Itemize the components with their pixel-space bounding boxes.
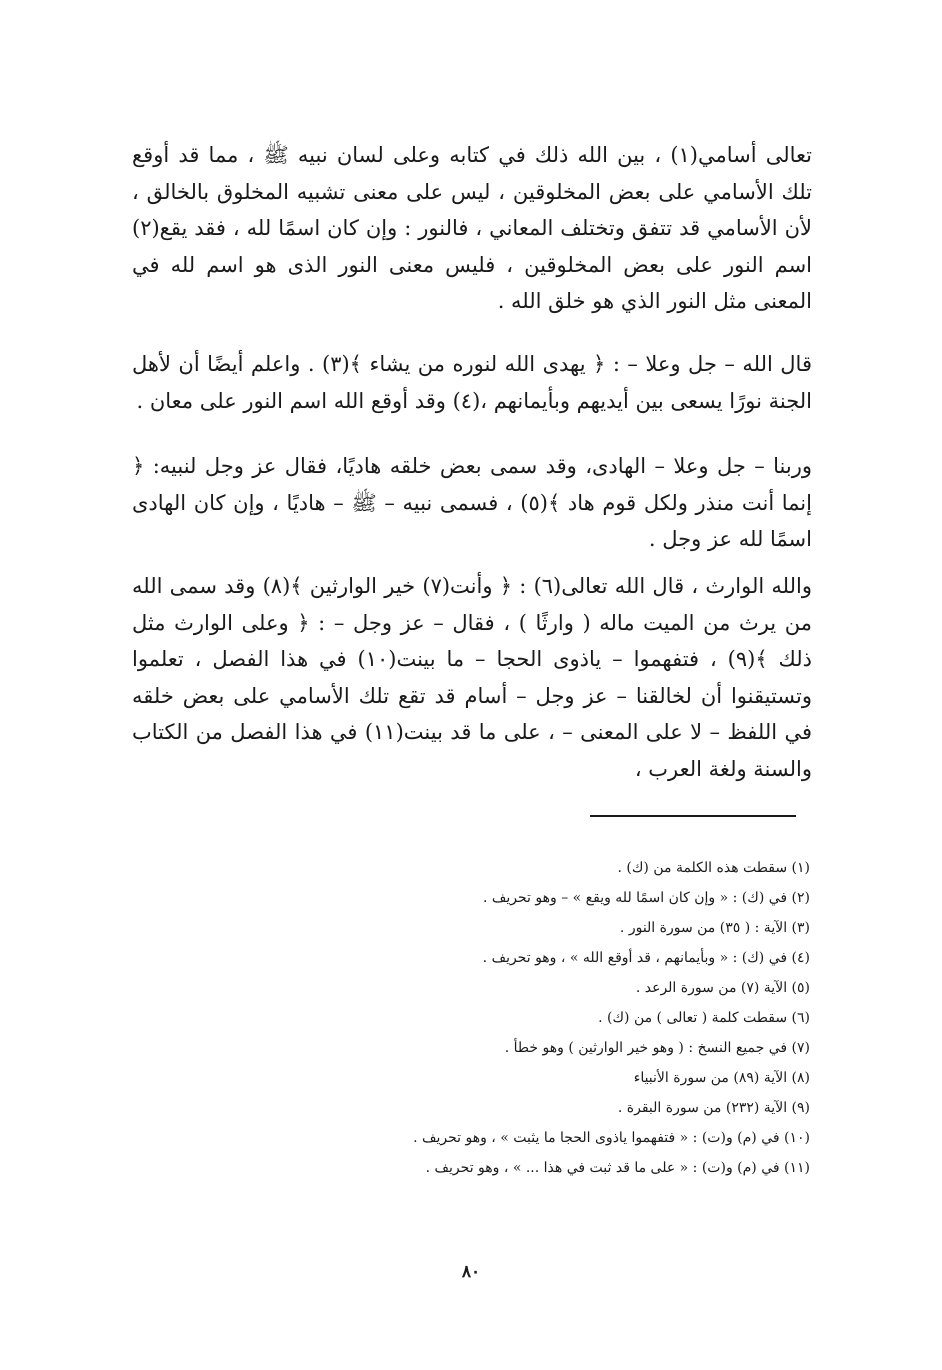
- body-paragraph-2: [132, 346, 812, 419]
- footnote-10: (١٠) في (م) و(ت) : « فتفهموا ياذوى الحجا ما يثبت » ، وهو تحريف .: [413, 1130, 810, 1146]
- paragraph-text: قال الله – جل وعلا – : ﴿ يهدى الله لنوره من يشاء ﴾(٣) . واعلم أيضًا أن لأهل الجنة نورًا يسعى بين أيديهم وبأيمانهم ،(٤) وقد أوقع الله اسم النور على معان .: [132, 352, 812, 413]
- body-paragraph-3: [132, 448, 812, 558]
- body-paragraph-4: [132, 568, 812, 787]
- paragraph-text: تعالى أسامي(١) ، بين الله ذلك في كتابه وعلى لسان نبيه ﷺ ، مما قد أوقع تلك الأسامي على بعض المخلوقين ، ليس على معنى تشبيه المخلوق بالخالق ، لأن الأسامي قد تتفق وتختلف المعاني ، فالنور : وإن كان اسمًا لله ، فقد يقع(٢) اسم النور على بعض المخلوقين ، فليس معنى النور الذى هو اسم لله في المعنى مثل النور الذي هو خلق الله .: [132, 143, 812, 313]
- page-number: ٨٠: [461, 1262, 481, 1282]
- body-paragraph-1: [132, 137, 812, 320]
- footnote-4: (٤) في (ك) : « وبأيمانهم ، قد أوقع الله » ، وهو تحريف .: [482, 950, 810, 966]
- footnote-9: (٩) الآية (٢٣٢) من سورة البقرة .: [617, 1100, 810, 1116]
- footnote-divider: [590, 815, 796, 817]
- footnote-11: (١١) في (م) و(ت) : « على ما قد ثبت في هذا ... » ، وهو تحريف .: [425, 1160, 810, 1176]
- footnotes-list: [310, 853, 810, 1183]
- footnote-6: (٦) سقطت كلمة ( تعالى ) من (ك) .: [598, 1010, 810, 1026]
- footnote-3: (٣) الآية : ( ٣٥) من سورة النور .: [619, 920, 810, 936]
- footnote-1: (١) سقطت هذه الكلمة من (ك) .: [617, 860, 810, 876]
- footnote-8: (٨) الآية (٨٩) من سورة الأنبياء: [633, 1070, 810, 1086]
- paragraph-text: وربنا – جل وعلا – الهادى، وقد سمى بعض خلقه هاديًا، فقال عز وجل لنبيه: ﴿ إنما أنت منذر ولكل قوم هاد ﴾(٥) ، فسمى نبيه – ﷺ – هاديًا ، وإن كان الهادى اسمًا لله عز وجل .: [132, 454, 812, 551]
- footnote-5: (٥) الآية (٧) من سورة الرعد .: [635, 980, 810, 996]
- paragraph-text: والله الوارث ، قال الله تعالى(٦) : ﴿ وأنت(٧) خير الوارثين ﴾(٨) وقد سمى الله من يرث من الميت ماله ( وارثًا ) ، فقال – عز وجل – : ﴿ وعلى الوارث مثل ذلك ﴾(٩) ، فتفهموا – ياذوى الحجا – ما بينت(١٠) في هذا الفصل ، تعلموا وتستيقنوا أن لخالقنا – عز وجل – أسام قد تقع تلك الأسامي على بعض خلقه في اللفظ – لا على المعنى – ، على ما قد بينت(١١) في هذا الفصل من الكتاب والسنة ولغة العرب ،: [132, 574, 812, 781]
- footnote-7: (٧) في جميع النسخ : ( وهو خير الوارثين ) وهو خطأ .: [504, 1040, 810, 1056]
- footnote-2: (٢) في (ك) : « وإن كان اسمًا لله ويقع » – وهو تحريف .: [482, 890, 810, 906]
